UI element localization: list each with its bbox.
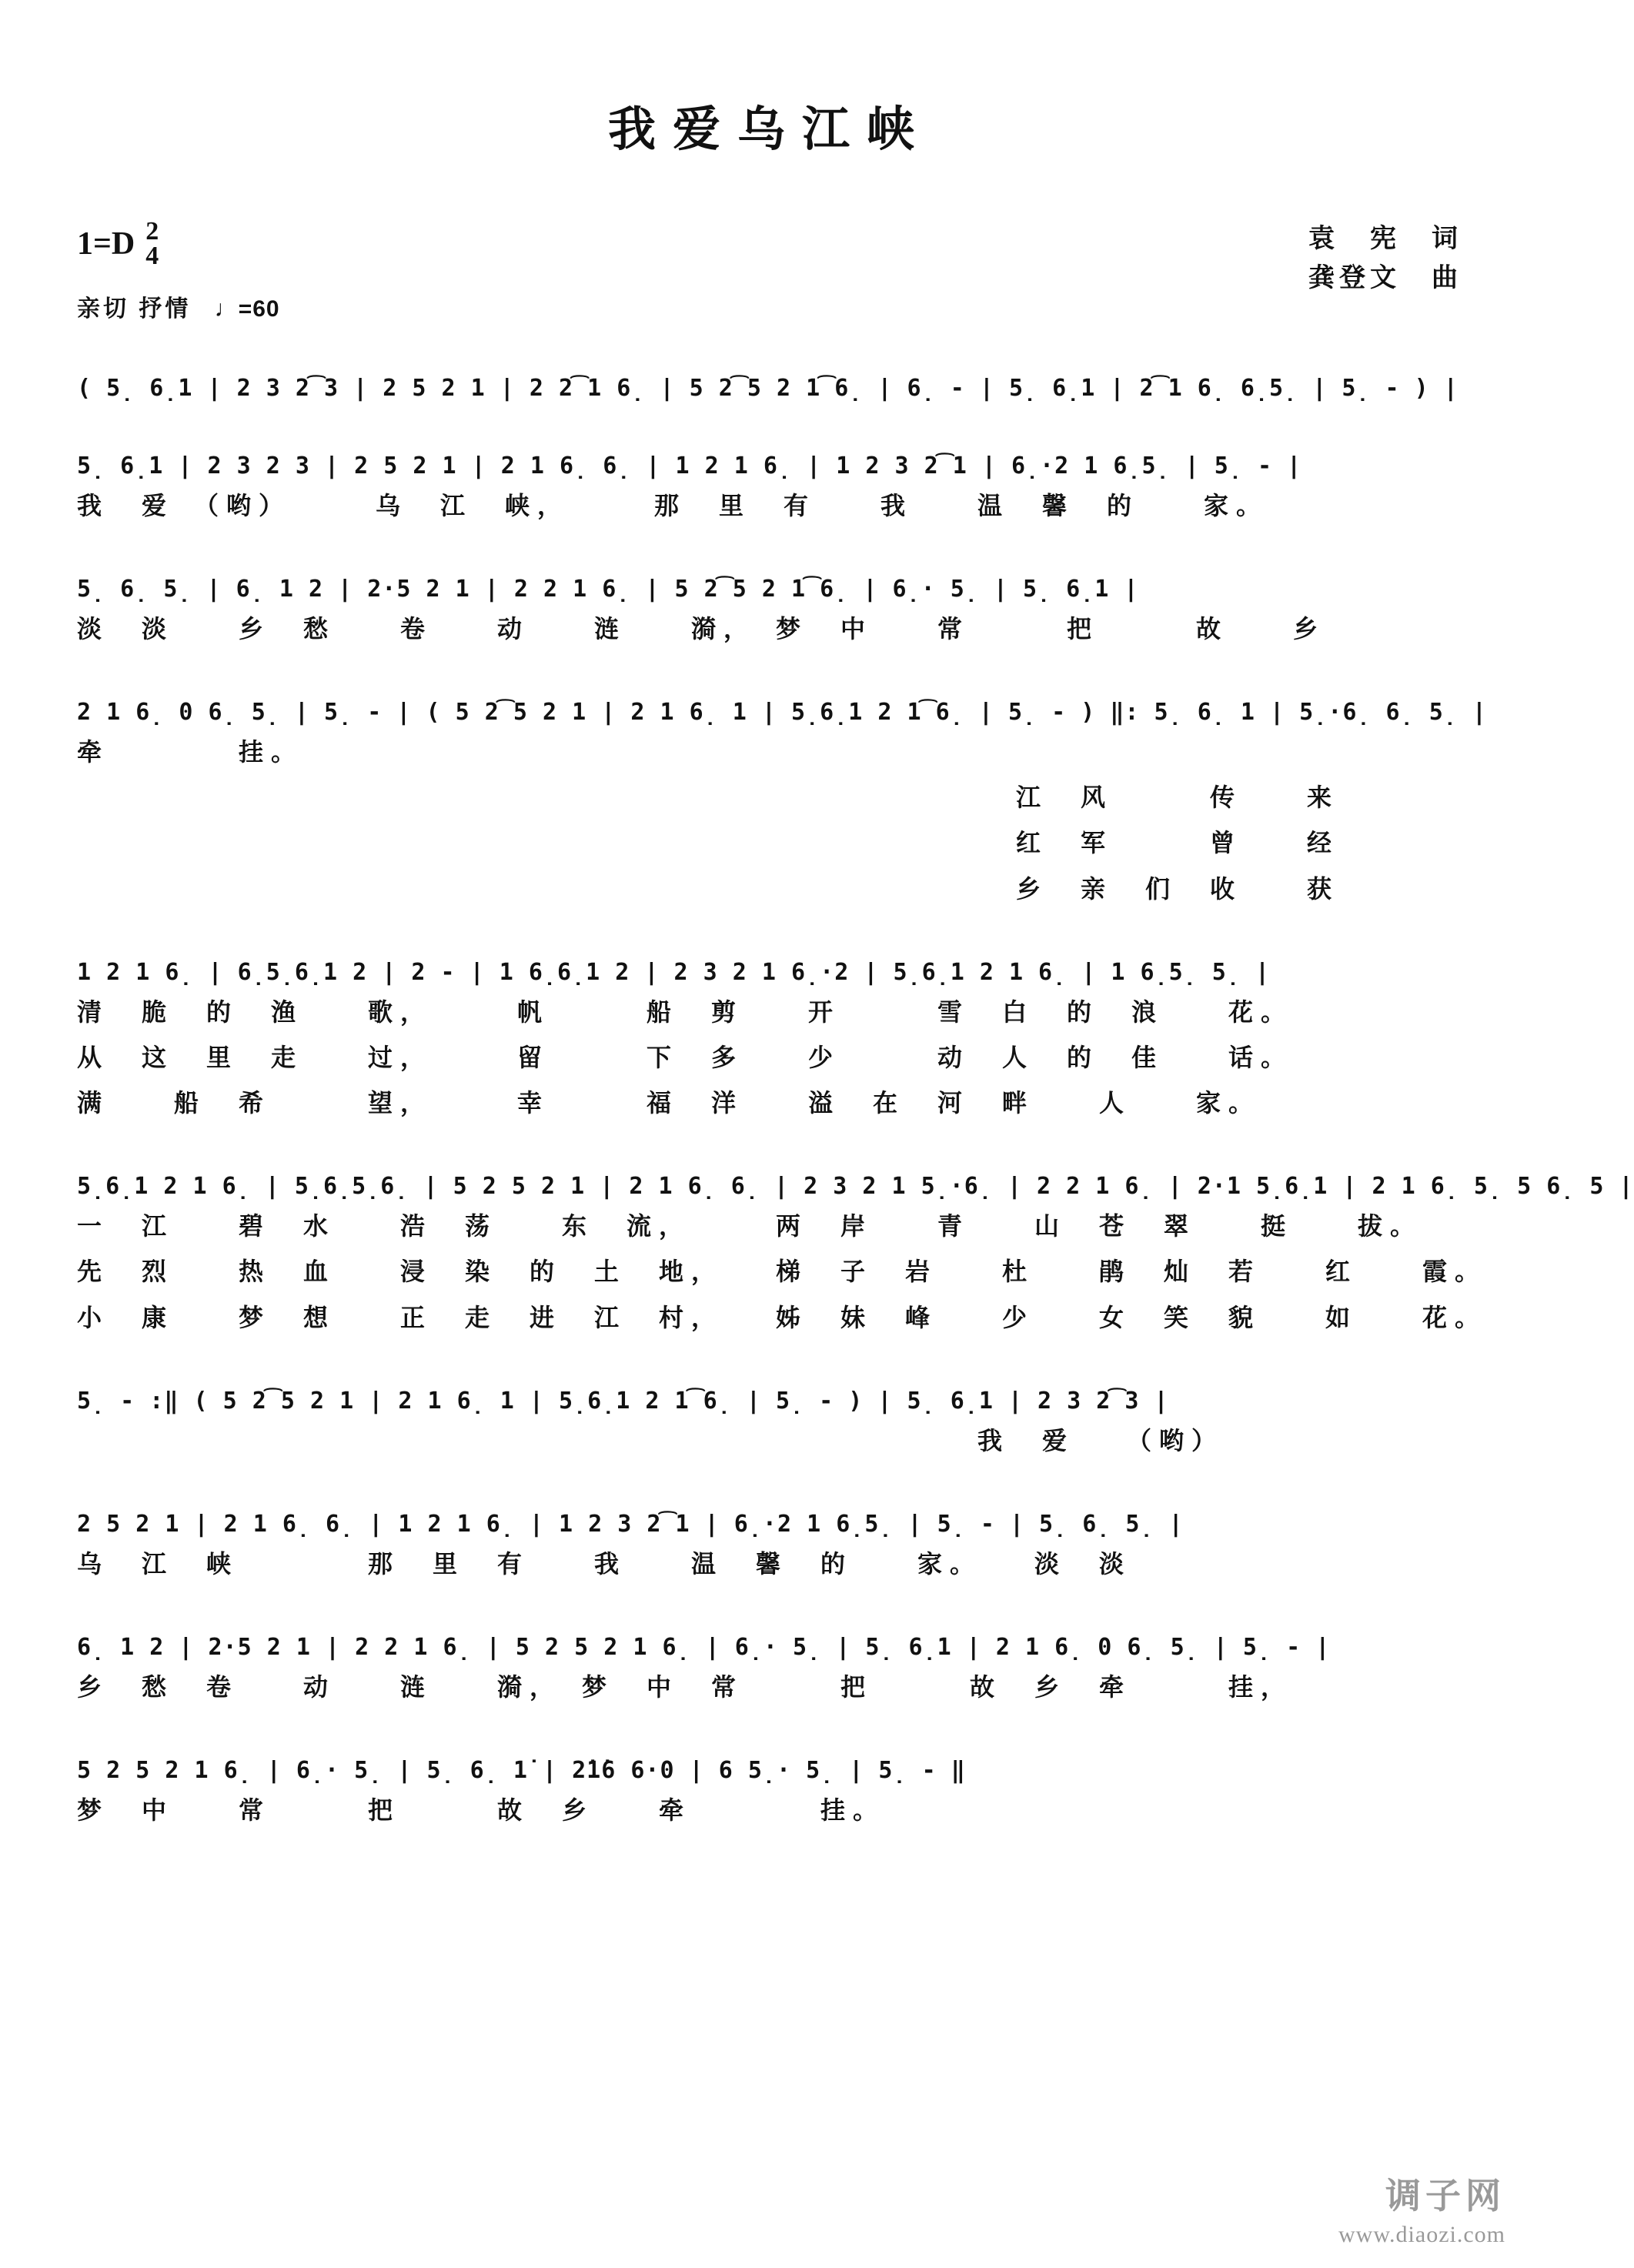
key-signature bbox=[77, 219, 280, 269]
watermark-site-name: 调子网 bbox=[1385, 2176, 1505, 2216]
sheet-music-page bbox=[0, 91, 1634, 2268]
time-signature-numerator: 2 bbox=[145, 217, 159, 246]
notation-row: 5̣ - :‖ ( 5 2͡5 2 1 | 2 1 6̣ 1 | 5̣6̣1 2 1͡6̣ | 5̣ - ) | 5̣ 6̣1 | 2 3 2͡3 | bbox=[77, 1387, 1169, 1415]
lyrics-row: 我 爱 （哟） 乌 江 峡， 那 里 有 我 温 馨 的 家。 bbox=[77, 491, 1269, 519]
lyrics-row-verse-2: 从 这 里 走 过， 留 下 多 少 动 人 的 佳 话。 bbox=[77, 1043, 1294, 1071]
lyrics-row: 乡 愁 卷 动 涟 漪， 梦 中 常 把 故 乡 牵 挂， bbox=[77, 1673, 1294, 1702]
watermark-site-url: www.diaozi.com bbox=[1338, 2222, 1505, 2247]
lyrics-row-verse-3: 小 康 梦 想 正 走 进 江 村， 姊 妹 峰 少 女 笑 貌 如 花。 bbox=[77, 1303, 1488, 1331]
notation-row: 5̣ 6̣ 5̣ | 6̣ 1 2 | 2·5 2 1 | 2 2 1 6̣ | 5 2͡5 2 1͡6̣ | 6̣· 5̣ | 5̣ 6̣1 | bbox=[77, 575, 1139, 603]
lyrics-row: 淡 淡 乡 愁 卷 动 涟 漪， 梦 中 常 把 故 乡 bbox=[77, 614, 1326, 643]
lyrics-row-verse-1: 江 风 传 来 bbox=[1016, 783, 1340, 812]
music-line-4 bbox=[77, 695, 1487, 912]
time-signature bbox=[145, 219, 159, 269]
meta-row bbox=[77, 219, 1462, 323]
music-line-5 bbox=[77, 955, 1462, 1127]
music-line-2 bbox=[77, 449, 1462, 529]
lyrics-row-verse-1: 一 江 碧 水 浩 荡 东 流， 两 岸 青 山 苍 翠 挺 拔。 bbox=[77, 1212, 1423, 1241]
music-line-1 bbox=[77, 371, 1462, 406]
lyrics-row-verse-3: 满 船 希 望， 幸 福 洋 溢 在 河 畔 人 家。 bbox=[77, 1089, 1261, 1117]
composer-credit: 龚登文 曲 bbox=[1308, 264, 1462, 292]
lyrics-row-verse-2: 红 军 曾 经 bbox=[1016, 829, 1340, 857]
lyricist-credit: 袁 宪 词 bbox=[1308, 225, 1462, 253]
song-title: 我爱乌江峡 bbox=[607, 104, 931, 156]
credits bbox=[1308, 219, 1462, 298]
lyrics-row: 我 爱 （哟） bbox=[977, 1426, 1225, 1455]
lyrics-row: 乌 江 峡 那 里 有 我 温 馨 的 家。 淡 淡 bbox=[77, 1550, 1132, 1578]
notation-row: 1 2 1 6̣ | 6̣5̣6̣1 2 | 2 - | 1 6̣6̣1 2 | 2 3 2 1 6̣·2 | 5̣6̣1 2 1 6̣ | 1 6̣5̣ 5̣ | bbox=[77, 958, 1271, 986]
music-line-7 bbox=[77, 1384, 1462, 1464]
music-line-6 bbox=[77, 1169, 1634, 1341]
key-block bbox=[77, 219, 280, 323]
music-line-3 bbox=[77, 572, 1462, 652]
lyrics-row: 牵 挂。 bbox=[77, 737, 304, 766]
music-line-9 bbox=[77, 1630, 1462, 1710]
lyrics-row-verse-1: 清 脆 的 渔 歌， 帆 船 剪 开 雪 白 的 浪 花。 bbox=[77, 997, 1294, 1026]
music-line-8 bbox=[77, 1507, 1462, 1587]
lyrics-row: 梦 中 常 把 故 乡 牵 挂。 bbox=[77, 1796, 886, 1825]
key-label: 1=D bbox=[77, 226, 135, 262]
notation-row: 2 1 6̣ 0 6̣ 5̣ | 5̣ - | ( 5 2͡5 2 1 | 2 1 6̣ 1 | 5̣6̣1 2 1͡6̣ | 5̣ - ) ‖: 5̣ 6̣ 1 | 5̣·6̣ 6̣ 5̣ | bbox=[77, 698, 1487, 726]
notation-row: 5̣6̣1 2 1 6̣ | 5̣6̣5̣6̣ | 5 2 5 2 1 | 2 1 6̣ 6̣ | 2 3 2 1 5̣·6̣ | 2 2 1 6̣ | 2·1 5̣6̣1 | 2 1 6̣ 5̣ 5 6̣ 5 | bbox=[77, 1173, 1634, 1201]
notation-row: 5̣ 6̣1 | 2 3 2 3 | 2 5 2 1 | 2 1 6̣ 6̣ | 1 2 1 6̣ | 1 2 3 2͡1 | 6̣·2 1 6̣5̣ | 5̣ - | bbox=[77, 452, 1302, 479]
tempo-marking: ♩=60 bbox=[214, 296, 280, 322]
notation-row: 5 2 5 2 1 6̣ | 6̣· 5̣ | 5̣ 6̣ 1̇ | 2̇1̇6 6·0 | 6 5̣· 5̣ | 5̣ - ‖ bbox=[77, 1757, 966, 1785]
expression-tempo-row bbox=[77, 289, 280, 323]
lyrics-row-verse-3: 乡 亲 们 收 获 bbox=[1016, 874, 1340, 903]
lyrics-row-verse-2: 先 烈 热 血 浸 染 的 土 地， 梯 子 岩 杜 鹃 灿 若 红 霞。 bbox=[77, 1258, 1488, 1286]
notation-row: 6̣ 1 2 | 2·5 2 1 | 2 2 1 6̣ | 5 2 5 2 1 6̣ | 6̣· 5̣ | 5̣ 6̣1 | 2 1 6̣ 0 6̣ 5̣ | 5̣ - | bbox=[77, 1634, 1331, 1662]
watermark bbox=[1338, 2168, 1505, 2248]
notation-row: ( 5̣ 6̣1 | 2 3 2͡3 | 2 5 2 1 | 2 2͡1 6̣ | 5 2͡5 2 1͡6̣ | 6̣ - | 5̣ 6̣1 | 2͡1 6̣ 6̣5̣ | 5̣ - ) | bbox=[77, 374, 1459, 402]
notation-row: 2 5 2 1 | 2 1 6̣ 6̣ | 1 2 1 6̣ | 1 2 3 2͡1 | 6̣·2 1 6̣5̣ | 5̣ - | 5̣ 6̣ 5̣ | bbox=[77, 1511, 1184, 1538]
music-line-10 bbox=[77, 1753, 1462, 1833]
time-signature-denominator: 4 bbox=[145, 242, 159, 271]
expression-marking: 亲切 抒情 bbox=[77, 296, 192, 322]
